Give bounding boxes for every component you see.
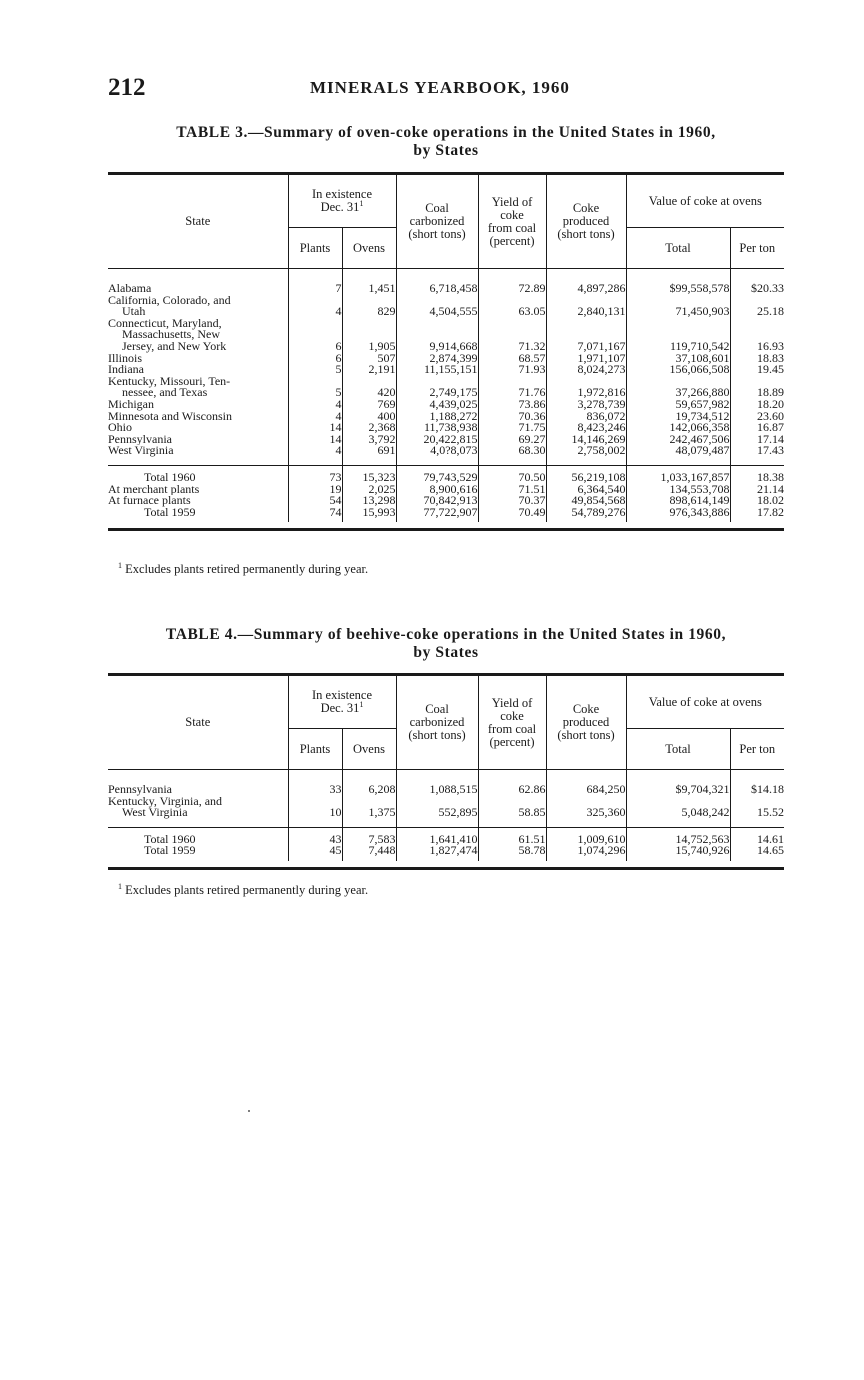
cell-plants: 19 — [288, 484, 342, 496]
yield-hdr-2: coke — [500, 708, 524, 723]
cell-plants: 4 — [288, 411, 342, 423]
footnote-mark: 1 — [118, 560, 122, 570]
cell-total: 14,752,563 — [626, 827, 730, 845]
cell-coal: 77,722,907 — [396, 507, 478, 523]
state-line: Minnesota and Wisconsin — [108, 410, 232, 423]
state-cell — [108, 445, 288, 465]
coke-hdr-3: (short tons) — [557, 227, 615, 241]
table3-title — [108, 124, 784, 160]
state-cell — [108, 422, 288, 434]
cell-ovens: 6,208 — [342, 770, 396, 796]
state-line: At furnace plants — [108, 495, 191, 507]
table3-title-line2: by States — [413, 142, 479, 159]
yield-hdr-1: Yield of — [491, 194, 533, 209]
cell-coal: 552,895 — [396, 796, 478, 828]
cell-coal: 1,641,410 — [396, 827, 478, 845]
coal-hdr-1: Coal — [425, 702, 449, 716]
cell-coke: 3,278,739 — [546, 399, 626, 411]
cell-per-ton: 17.14 — [730, 434, 784, 446]
scan-speck — [248, 1110, 250, 1112]
cell-ovens: 2,191 — [342, 364, 396, 376]
in-existence-label: In existence — [311, 187, 373, 201]
cell-coal: 79,743,529 — [396, 465, 478, 483]
table4-title-line2: by States — [413, 644, 479, 661]
cell-ovens: 2,025 — [342, 484, 396, 496]
state-line: Massachusetts, New — [122, 327, 220, 342]
cell-per-ton: 21.14 — [730, 484, 784, 496]
cell-yield: 68.57 — [478, 353, 546, 365]
cell-per-ton: 23.60 — [730, 411, 784, 423]
cell-ovens: 15,993 — [342, 507, 396, 523]
cell-plants: 5 — [288, 376, 342, 399]
state-line: Kentucky, Missouri, Ten- — [108, 375, 231, 388]
table-row — [108, 507, 784, 523]
cell-coke: 1,009,610 — [546, 827, 626, 845]
running-head: MINERALS YEARBOOK, 1960 — [310, 78, 570, 97]
cell-total: 976,343,886 — [626, 507, 730, 523]
table3-footnote — [118, 562, 368, 577]
cell-plants: 45 — [288, 845, 342, 861]
col-header-total: Total — [626, 228, 730, 269]
cell-yield: 71.75 — [478, 422, 546, 434]
coal-hdr-3: (short tons) — [408, 728, 466, 742]
cell-coke: 684,250 — [546, 770, 626, 796]
cell-total: 156,066,508 — [626, 364, 730, 376]
state-line: California, Colorado, and — [108, 294, 231, 307]
state-line: Kentucky, Virginia, and — [108, 795, 223, 808]
state-line: Michigan — [108, 398, 154, 411]
in-existence-label: In existence — [311, 688, 373, 702]
state-cell — [108, 796, 288, 828]
col-header-coal-carbonized — [396, 174, 478, 269]
cell-per-ton: 25.18 — [730, 295, 784, 318]
table-row — [108, 295, 784, 318]
dec31-label: Dec. 31 — [320, 200, 360, 214]
cell-coke: 2,840,131 — [546, 295, 626, 318]
cell-coal: 1,188,272 — [396, 411, 478, 423]
cell-total: 134,553,708 — [626, 484, 730, 496]
table4-title — [108, 626, 784, 662]
state-cell — [108, 770, 288, 796]
table-row — [108, 465, 784, 483]
state-line: Alabama — [108, 281, 152, 295]
cell-ovens: 1,375 — [342, 796, 396, 828]
cell-yield: 58.78 — [478, 845, 546, 861]
cell-plants: 14 — [288, 422, 342, 434]
cell-yield: 71.51 — [478, 484, 546, 496]
state-line: Illinois — [108, 352, 143, 365]
cell-coal: 11,738,938 — [396, 422, 478, 434]
state-line: Total 1959 — [144, 845, 196, 858]
dec31-label: Dec. 31 — [320, 701, 360, 715]
cell-coal: 2,874,399 — [396, 353, 478, 365]
cell-coke: 56,219,108 — [546, 465, 626, 483]
col-header-per-ton: Per ton — [730, 729, 784, 770]
cell-total: 19,734,512 — [626, 411, 730, 423]
cell-per-ton: 17.43 — [730, 445, 784, 465]
cell-per-ton: 17.82 — [730, 507, 784, 523]
col-header-coal-carbonized — [396, 675, 478, 770]
cell-plants: 74 — [288, 507, 342, 523]
state-cell — [108, 827, 288, 845]
cell-coal: 2,749,175 — [396, 376, 478, 399]
cell-coke: 49,854,568 — [546, 495, 626, 507]
cell-plants: 5 — [288, 364, 342, 376]
state-line: Pennsylvania — [108, 433, 172, 446]
state-line: Pennsylvania — [108, 782, 172, 796]
cell-yield: 71.76 — [478, 376, 546, 399]
cell-coke: 836,072 — [546, 411, 626, 423]
state-line: Jersey, and New York — [122, 338, 227, 353]
cell-plants: 4 — [288, 445, 342, 465]
cell-total: 59,657,982 — [626, 399, 730, 411]
cell-total: 71,450,903 — [626, 295, 730, 318]
cell-plants: 4 — [288, 295, 342, 318]
cell-per-ton: 18.02 — [730, 495, 784, 507]
state-line: Connecticut, Maryland, — [108, 317, 222, 330]
col-header-value-of-coke: Value of coke at ovens — [626, 174, 784, 228]
state-cell — [108, 495, 288, 507]
cell-yield: 71.93 — [478, 364, 546, 376]
cell-plants: 43 — [288, 827, 342, 845]
table-row — [108, 845, 784, 861]
cell-per-ton: 18.20 — [730, 399, 784, 411]
state-cell — [108, 269, 288, 295]
cell-coke: 1,972,816 — [546, 376, 626, 399]
cell-coke: 4,897,286 — [546, 269, 626, 295]
table4-title-line1: TABLE 4.—Summary of beehive-coke operations in the United States in 1960, — [165, 626, 727, 643]
cell-coke: 2,758,002 — [546, 445, 626, 465]
state-cell — [108, 399, 288, 411]
cell-coke: 7,071,167 — [546, 318, 626, 353]
cell-yield: 70.50 — [478, 465, 546, 483]
cell-yield: 58.85 — [478, 796, 546, 828]
cell-coal: 4,504,555 — [396, 295, 478, 318]
coal-hdr-2: carbonized — [409, 214, 465, 228]
state-cell — [108, 318, 288, 353]
cell-coke: 325,360 — [546, 796, 626, 828]
state-cell — [108, 507, 288, 523]
coke-hdr-3: (short tons) — [557, 728, 615, 742]
yield-hdr-4: (percent) — [489, 734, 535, 749]
yield-hdr-1: Yield of — [491, 695, 533, 710]
cell-yield: 72.89 — [478, 269, 546, 295]
cell-yield: 63.05 — [478, 295, 546, 318]
table-row — [108, 445, 784, 465]
col-header-plants: Plants — [288, 729, 342, 770]
cell-coke: 1,074,296 — [546, 845, 626, 861]
table-row — [108, 318, 784, 353]
table-row — [108, 269, 784, 295]
table4-footnote — [118, 883, 368, 898]
col-header-in-existence — [288, 675, 396, 729]
cell-ovens: 7,448 — [342, 845, 396, 861]
cell-ovens: 1,905 — [342, 318, 396, 353]
cell-per-ton: $14.18 — [730, 770, 784, 796]
cell-plants: 4 — [288, 399, 342, 411]
cell-plants: 73 — [288, 465, 342, 483]
cell-per-ton: 18.83 — [730, 353, 784, 365]
state-cell — [108, 484, 288, 496]
cell-total: 37,266,880 — [626, 376, 730, 399]
col-header-yield — [478, 675, 546, 770]
cell-yield: 71.32 — [478, 318, 546, 353]
cell-per-ton: 14.65 — [730, 845, 784, 861]
cell-yield: 68.30 — [478, 445, 546, 465]
cell-total: 242,467,506 — [626, 434, 730, 446]
col-header-total: Total — [626, 729, 730, 770]
cell-total: 1,033,167,857 — [626, 465, 730, 483]
cell-plants: 33 — [288, 770, 342, 796]
cell-coal: 20,422,815 — [396, 434, 478, 446]
col-header-yield — [478, 174, 546, 269]
footnote-text: Excludes plants retired permanently during year. — [125, 562, 369, 576]
cell-total: 898,614,149 — [626, 495, 730, 507]
state-line: nessee, and Texas — [122, 385, 208, 399]
table-row — [108, 796, 784, 828]
coke-hdr-1: Coke — [572, 702, 600, 716]
footnote-mark: 1 — [118, 881, 122, 891]
state-cell — [108, 411, 288, 423]
cell-coke: 8,423,246 — [546, 422, 626, 434]
col-header-coke-produced — [546, 675, 626, 770]
cell-coal: 70,842,913 — [396, 495, 478, 507]
cell-per-ton: 14.61 — [730, 827, 784, 845]
cell-ovens: 507 — [342, 353, 396, 365]
cell-plants: 10 — [288, 796, 342, 828]
state-line: West Virginia — [122, 805, 188, 820]
cell-plants: 14 — [288, 434, 342, 446]
yield-hdr-4: (percent) — [489, 233, 535, 248]
state-line: West Virginia — [108, 445, 174, 458]
coke-hdr-2: produced — [562, 715, 610, 729]
cell-coal: 11,155,151 — [396, 364, 478, 376]
cell-yield: 70.37 — [478, 495, 546, 507]
page-number: 212 — [108, 74, 146, 101]
state-line: Ohio — [108, 422, 132, 434]
table-row — [108, 364, 784, 376]
cell-ovens: 7,583 — [342, 827, 396, 845]
table3-title-line1: TABLE 3.—Summary of oven-coke operations in the United States in 1960, — [176, 124, 716, 141]
cell-per-ton: 19.45 — [730, 364, 784, 376]
state-cell — [108, 465, 288, 483]
cell-ovens: 2,368 — [342, 422, 396, 434]
cell-per-ton: 16.93 — [730, 318, 784, 353]
cell-yield: 61.51 — [478, 827, 546, 845]
coal-hdr-2: carbonized — [409, 715, 465, 729]
state-cell — [108, 295, 288, 318]
cell-per-ton: 15.52 — [730, 796, 784, 828]
coke-hdr-2: produced — [562, 214, 610, 228]
state-cell — [108, 364, 288, 376]
cell-ovens: 15,323 — [342, 465, 396, 483]
cell-coal: 1,827,474 — [396, 845, 478, 861]
cell-per-ton: $20.33 — [730, 269, 784, 295]
cell-ovens: 420 — [342, 376, 396, 399]
cell-total: 5,048,242 — [626, 796, 730, 828]
cell-coke: 54,789,276 — [546, 507, 626, 523]
table-row — [108, 376, 784, 399]
col-header-state: State — [108, 675, 288, 770]
cell-total: $99,558,578 — [626, 269, 730, 295]
state-cell — [108, 353, 288, 365]
cell-total: 142,066,358 — [626, 422, 730, 434]
cell-ovens: 400 — [342, 411, 396, 423]
cell-coal: 8,900,616 — [396, 484, 478, 496]
cell-plants: 6 — [288, 318, 342, 353]
table4 — [108, 673, 784, 870]
cell-total: $9,704,321 — [626, 770, 730, 796]
cell-yield: 70.36 — [478, 411, 546, 423]
cell-coal: 4,439,025 — [396, 399, 478, 411]
state-line: At merchant plants — [108, 483, 200, 496]
cell-coke: 6,364,540 — [546, 484, 626, 496]
cell-coal: 4,0?8,073 — [396, 445, 478, 465]
coke-hdr-1: Coke — [572, 201, 600, 215]
cell-coke: 1,971,107 — [546, 353, 626, 365]
col-header-in-existence — [288, 174, 396, 228]
yield-hdr-2: coke — [500, 207, 524, 222]
cell-plants: 7 — [288, 269, 342, 295]
cell-plants: 6 — [288, 353, 342, 365]
footnote-ref: 1 — [359, 699, 364, 709]
cell-ovens: 769 — [342, 399, 396, 411]
cell-ovens: 691 — [342, 445, 396, 465]
cell-ovens: 3,792 — [342, 434, 396, 446]
col-header-coke-produced — [546, 174, 626, 269]
state-cell — [108, 845, 288, 861]
cell-per-ton: 18.38 — [730, 465, 784, 483]
state-line: Utah — [122, 304, 146, 318]
cell-plants: 54 — [288, 495, 342, 507]
cell-coal: 9,914,668 — [396, 318, 478, 353]
state-line: Total 1959 — [144, 506, 196, 519]
cell-ovens: 829 — [342, 295, 396, 318]
col-header-ovens: Ovens — [342, 228, 396, 269]
cell-yield: 73.86 — [478, 399, 546, 411]
cell-per-ton: 16.87 — [730, 422, 784, 434]
col-header-plants: Plants — [288, 228, 342, 269]
cell-yield: 62.86 — [478, 770, 546, 796]
table-row — [108, 770, 784, 796]
cell-ovens: 13,298 — [342, 495, 396, 507]
footnote-text: Excludes plants retired permanently during year. — [125, 883, 369, 897]
cell-total: 15,740,926 — [626, 845, 730, 861]
coal-hdr-1: Coal — [425, 201, 449, 215]
cell-yield: 69.27 — [478, 434, 546, 446]
col-header-value-of-coke: Value of coke at ovens — [626, 675, 784, 729]
coal-hdr-3: (short tons) — [408, 227, 466, 241]
cell-per-ton: 18.89 — [730, 376, 784, 399]
cell-coal: 1,088,515 — [396, 770, 478, 796]
cell-coal: 6,718,458 — [396, 269, 478, 295]
state-line: Total 1960 — [144, 469, 196, 484]
cell-total: 37,108,601 — [626, 353, 730, 365]
cell-ovens: 1,451 — [342, 269, 396, 295]
state-line: Total 1960 — [144, 831, 196, 846]
cell-yield: 70.49 — [478, 507, 546, 523]
col-header-state: State — [108, 174, 288, 269]
cell-coke: 14,146,269 — [546, 434, 626, 446]
table3 — [108, 172, 784, 531]
state-cell — [108, 434, 288, 446]
col-header-ovens: Ovens — [342, 729, 396, 770]
footnote-ref: 1 — [359, 198, 364, 208]
yield-hdr-3: from coal — [487, 721, 537, 736]
cell-total: 48,079,487 — [626, 445, 730, 465]
cell-coke: 8,024,273 — [546, 364, 626, 376]
col-header-per-ton: Per ton — [730, 228, 784, 269]
cell-total: 119,710,542 — [626, 318, 730, 353]
yield-hdr-3: from coal — [487, 220, 537, 235]
state-cell — [108, 376, 288, 399]
state-line: Indiana — [108, 364, 144, 376]
